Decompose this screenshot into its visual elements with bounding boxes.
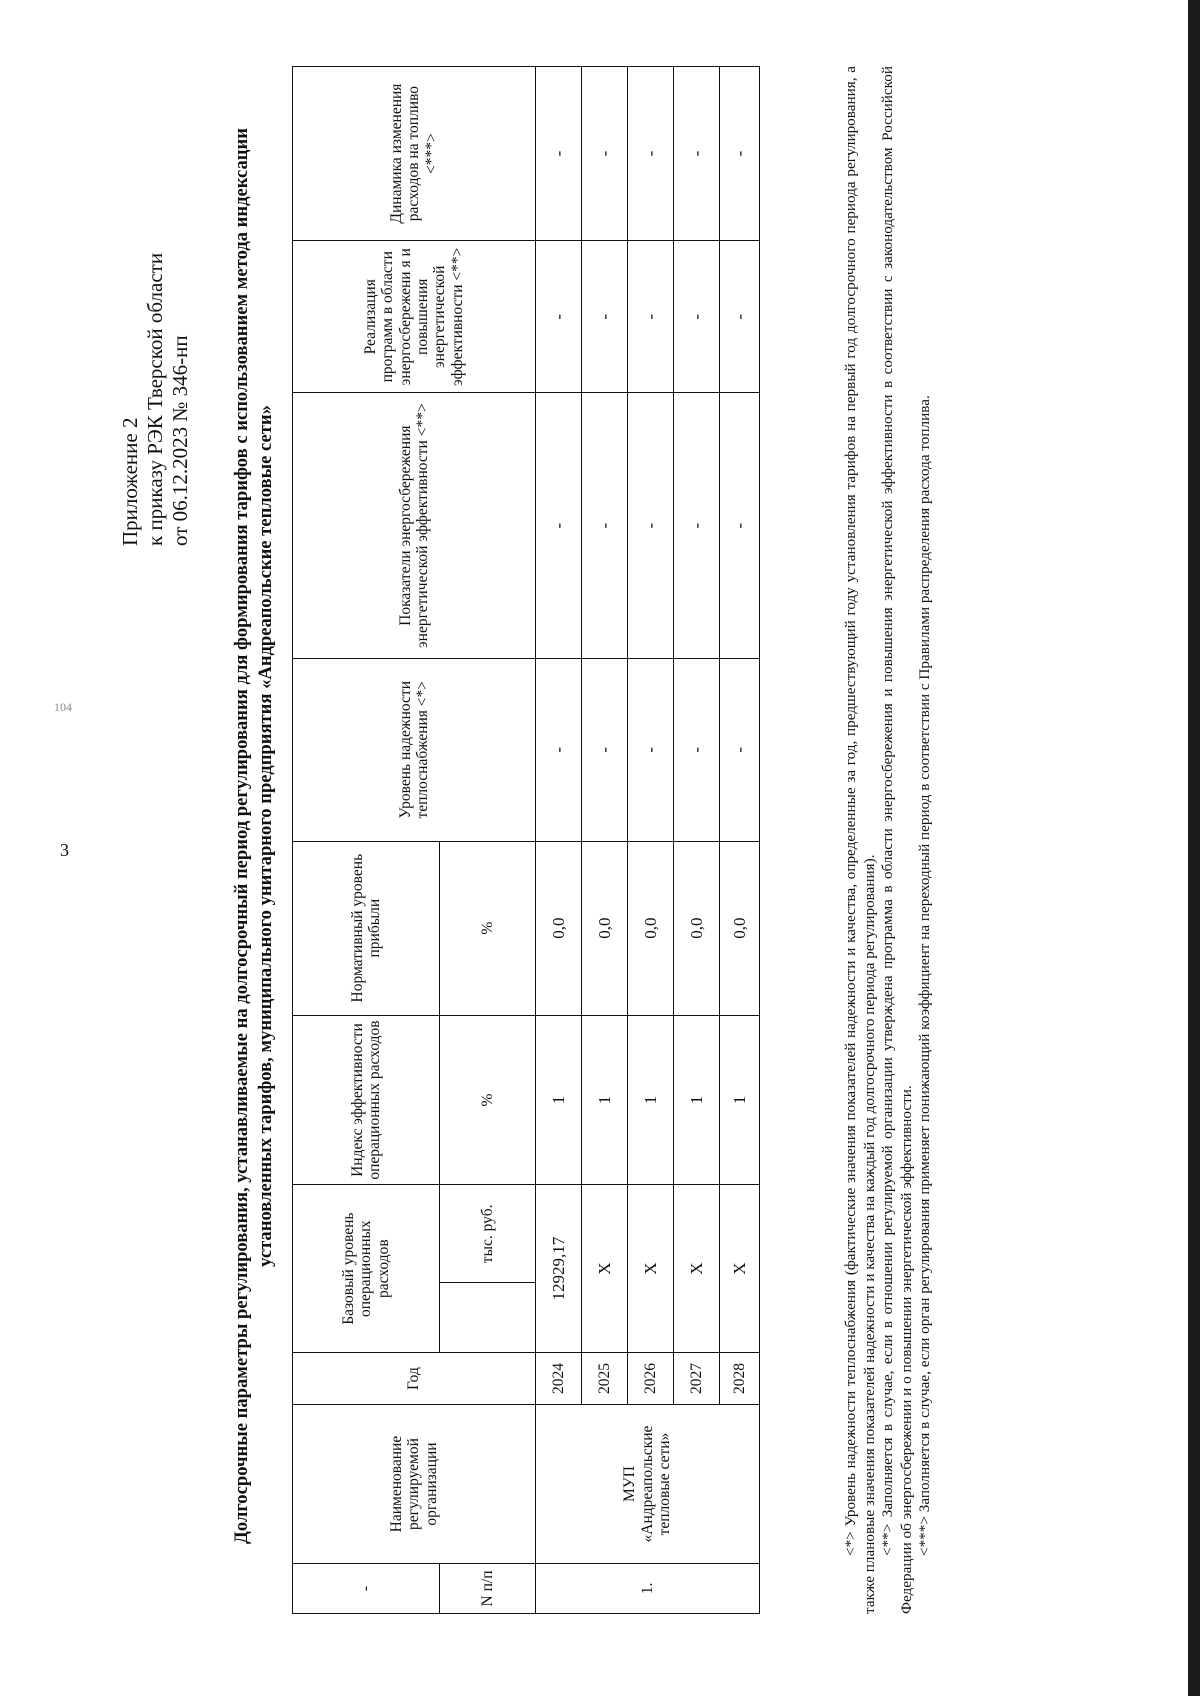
cell-fuel: - xyxy=(582,67,628,241)
header-energy: Показатели энергосбережения энергетической эффективности <**> xyxy=(293,393,536,658)
header-base: Базовый уровень операционных расходов xyxy=(293,1185,440,1353)
header-blank xyxy=(440,1283,536,1353)
cell-programs: - xyxy=(628,241,674,393)
header-programs: Реализация программ в области энергосбережени я и повышения энергетической эффективности <**> xyxy=(293,241,536,393)
cell-reliability: - xyxy=(674,658,720,841)
appendix-line-1: Приложение 2 xyxy=(118,417,142,546)
cell-energy: - xyxy=(720,393,760,658)
header-num: N п/п xyxy=(440,1563,536,1613)
cell-index: 1 xyxy=(536,1015,582,1185)
header-stamp: 104 xyxy=(54,700,72,714)
cell-profit: 0,0 xyxy=(628,841,674,1015)
header-profit: Нормативный уровень прибыли xyxy=(293,841,440,1015)
cell-energy: - xyxy=(628,393,674,658)
cell-index: 1 xyxy=(720,1015,760,1185)
cell-index: 1 xyxy=(674,1015,720,1185)
cell-fuel: - xyxy=(536,67,582,241)
cell-reliability: - xyxy=(582,658,628,841)
row-number: 1. xyxy=(536,1563,760,1613)
header-reliability: Уровень надежности теплоснабжения <*> xyxy=(293,658,536,841)
cell-fuel: - xyxy=(720,67,760,241)
cell-programs: - xyxy=(536,241,582,393)
cell-year: 2025 xyxy=(582,1352,628,1404)
footnote-3: <***> Заполняется в случае, если орган регулирования применяет понижающий коэффициент на переходный период в соответствии с Правилами распределения расхода топлива. xyxy=(916,395,934,1556)
page-number: 3 xyxy=(60,840,69,860)
unit-profit: % xyxy=(440,841,536,1015)
cell-base: X xyxy=(582,1185,628,1353)
cell-base: X xyxy=(628,1185,674,1353)
cell-profit: 0,0 xyxy=(582,841,628,1015)
cell-base: 12929,17 xyxy=(536,1185,582,1353)
cell-programs: - xyxy=(720,241,760,393)
unit-base: тыс. руб. xyxy=(440,1185,536,1283)
cell-profit: 0,0 xyxy=(536,841,582,1015)
header-fuel: Динамика изменения расходов на топливо <***> xyxy=(293,67,536,241)
cell-index: 1 xyxy=(582,1015,628,1185)
org-name: МУП «Андреапольские тепловые сети» xyxy=(536,1405,760,1564)
appendix-header xyxy=(118,253,192,546)
document-title: Долгосрочные параметры регулирования, устанавливаемые на долгосрочный период регулирования для формирования тарифов с использованием метода индексации установленных тарифов, муниципального унитарного предприятия «Андреапольские тепловые сети» xyxy=(231,128,276,1544)
cell-base: X xyxy=(674,1185,720,1353)
footnote-2: <**> Заполняется в случае, если в отношении регулируемой организации утверждена программа в области энергосбережения и повышения энергетической эффективности в соответствии с законодательством Российской Федерации об энергосбережении и о повышении энергетической эффективности. xyxy=(879,66,915,1614)
cell-fuel: - xyxy=(628,67,674,241)
cell-index: 1 xyxy=(628,1015,674,1185)
unit-index: % xyxy=(440,1015,536,1185)
cell-energy: - xyxy=(674,393,720,658)
header-year: Год xyxy=(293,1352,536,1404)
cell-energy: - xyxy=(582,393,628,658)
cell-profit: 0,0 xyxy=(674,841,720,1015)
header-org: Наименование регулируемой организации xyxy=(293,1405,536,1564)
header-top-dash: - xyxy=(293,1563,440,1613)
cell-year: 2027 xyxy=(674,1352,720,1404)
footnote-1: <*> Уровень надежности теплоснабжения (фактические значения показателей надежности и качества, определенные за год, предшествующий году установления тарифов на первый год долгосрочного периода регулирования, а также плановые значения показателей надежности и качества на каждый год долгосрочного периода регулирования). xyxy=(842,66,878,1614)
cell-profit: 0,0 xyxy=(720,841,760,1015)
cell-year: 2026 xyxy=(628,1352,674,1404)
appendix-line-3: от 06.12.2023 № 346-нп xyxy=(167,335,192,546)
cell-fuel: - xyxy=(674,67,720,241)
cell-programs: - xyxy=(674,241,720,393)
header-index: Индекс эффективности операционных расходов xyxy=(293,1015,440,1185)
cell-reliability: - xyxy=(536,658,582,841)
cell-reliability: - xyxy=(720,658,760,841)
parameters-table xyxy=(292,66,760,1614)
cell-reliability: - xyxy=(628,658,674,841)
cell-year: 2024 xyxy=(536,1352,582,1404)
cell-energy: - xyxy=(536,393,582,658)
cell-year: 2028 xyxy=(720,1352,760,1404)
cell-base: X xyxy=(720,1185,760,1353)
cell-programs: - xyxy=(582,241,628,393)
footnotes xyxy=(842,66,935,1614)
appendix-line-2: к приказу РЭК Тверской области xyxy=(142,252,167,546)
